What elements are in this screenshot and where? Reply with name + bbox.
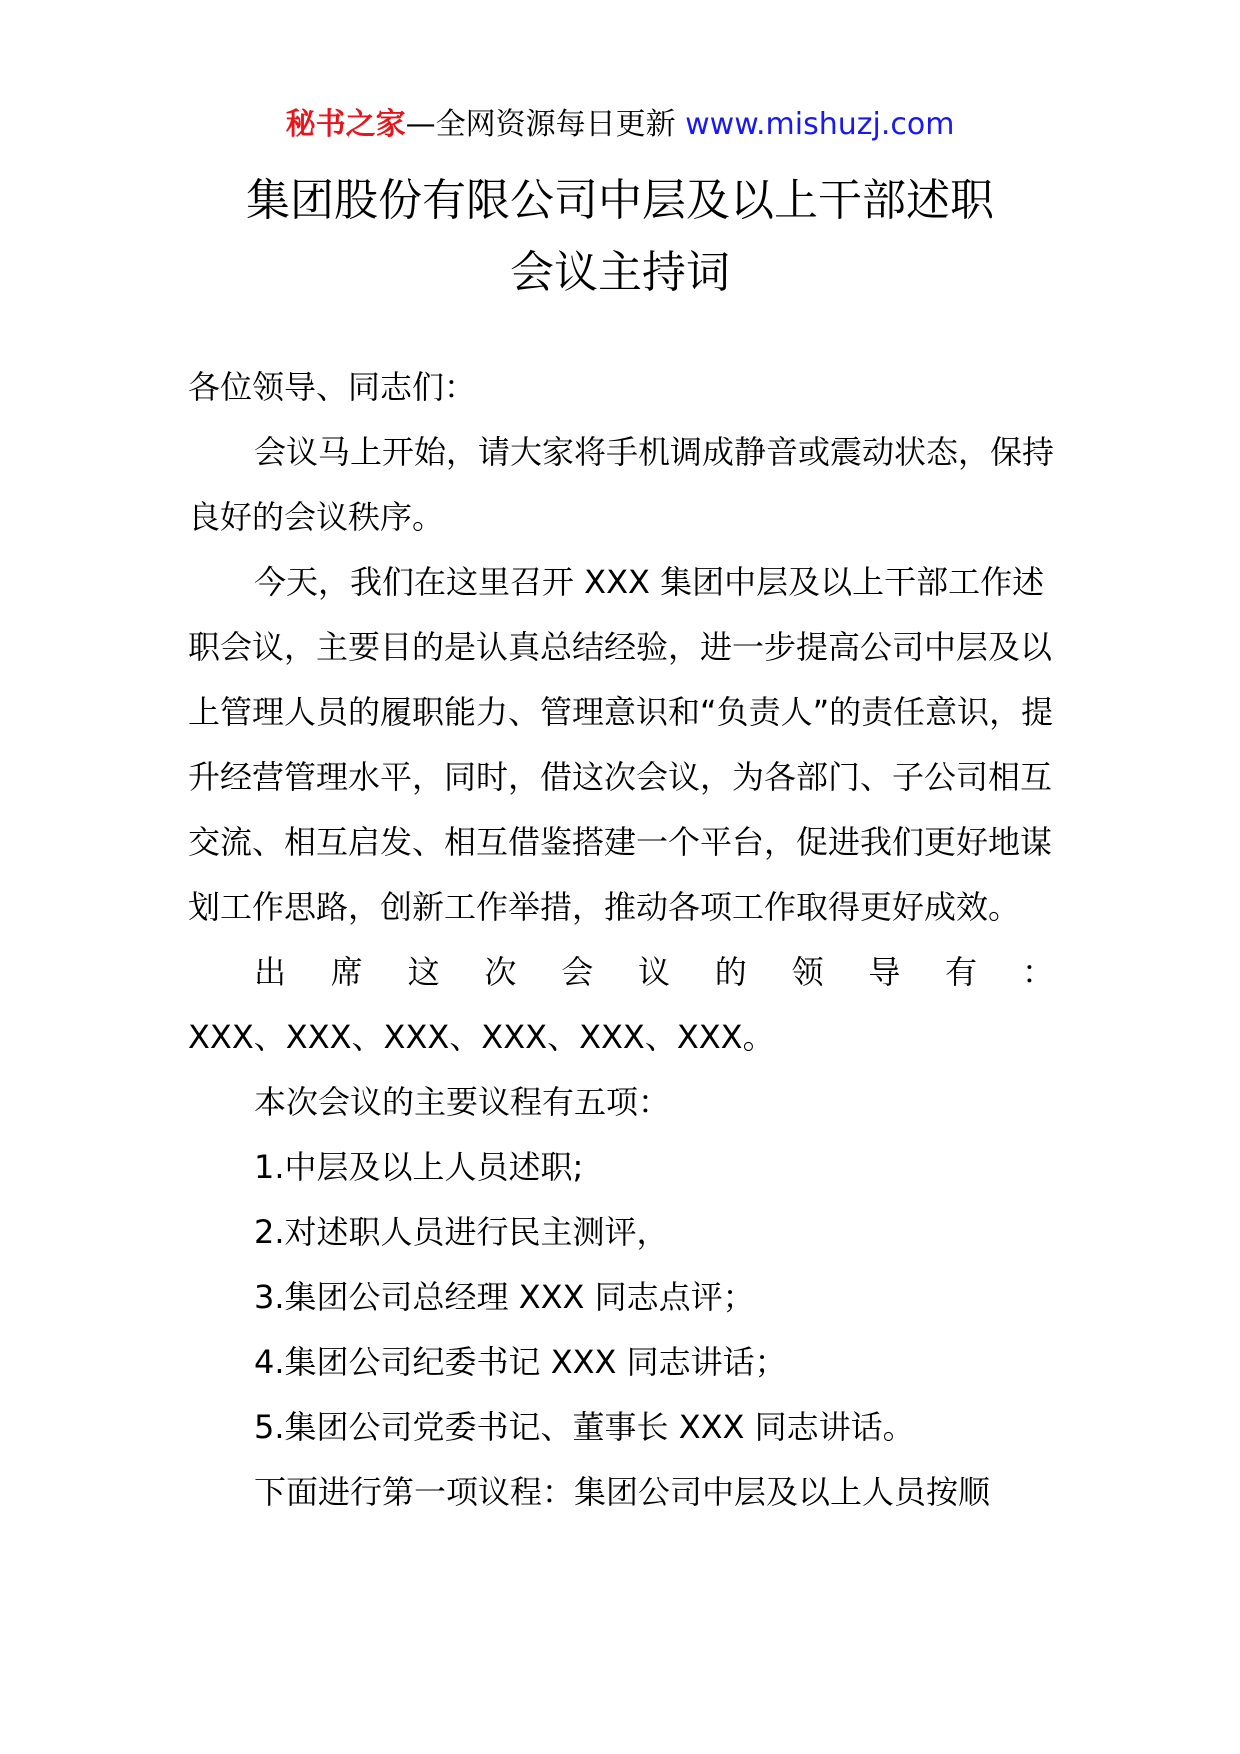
header-tagline: —全网资源每日更新 xyxy=(405,107,686,142)
paragraph-2: 今天，我们在这里召开 XXX 集团中层及以上干部工作述职会议，主要目的是认真总结经验，进一步提高公司中层及以上管理人员的履职能力、管理意识和“负责人”的责任意识，提升经营管理水平，同时，借这次会议，为各部门、子公司相互交流、相互启发、相互借鉴搭建一个平台，促进我们更好地谋划工作思路，创新工作举措，推动各项工作取得更好成效。 xyxy=(188,563,1054,926)
document-body xyxy=(188,355,1054,1525)
site-url-link[interactable]: www.mishuzj.com xyxy=(685,107,955,142)
agenda-item: 3.集团公司总经理 XXX 同志点评； xyxy=(254,1278,755,1316)
greeting: 各位领导、同志们： xyxy=(188,368,477,406)
attendees-list: XXX、XXX、XXX、XXX、XXX、XXX。 xyxy=(188,1018,775,1056)
title-line-1: 集团股份有限公司中层及以上干部述职 xyxy=(246,175,994,226)
attendees-intro: 出席这次会议的领导有： xyxy=(254,953,1054,991)
site-header xyxy=(0,103,1240,147)
title-line-2: 会议主持词 xyxy=(510,247,730,298)
agenda-item: 5.集团公司党委书记、董事长 XXX 同志讲话。 xyxy=(254,1408,915,1446)
brand-name: 秘书之家 xyxy=(285,107,406,142)
agenda-item: 2.对述职人员进行民主测评， xyxy=(254,1213,669,1251)
agenda-intro: 本次会议的主要议程有五项： xyxy=(254,1083,671,1121)
agenda-item: 4.集团公司纪委书记 XXX 同志讲话； xyxy=(254,1343,787,1381)
paragraph-1: 会议马上开始，请大家将手机调成静音或震动状态，保持良好的会议秩序。 xyxy=(188,433,1055,536)
closing-paragraph: 下面进行第一项议程：集团公司中层及以上人员按顺 xyxy=(254,1473,991,1511)
document-title xyxy=(0,165,1240,309)
agenda-item: 1.中层及以上人员述职; xyxy=(254,1148,584,1186)
